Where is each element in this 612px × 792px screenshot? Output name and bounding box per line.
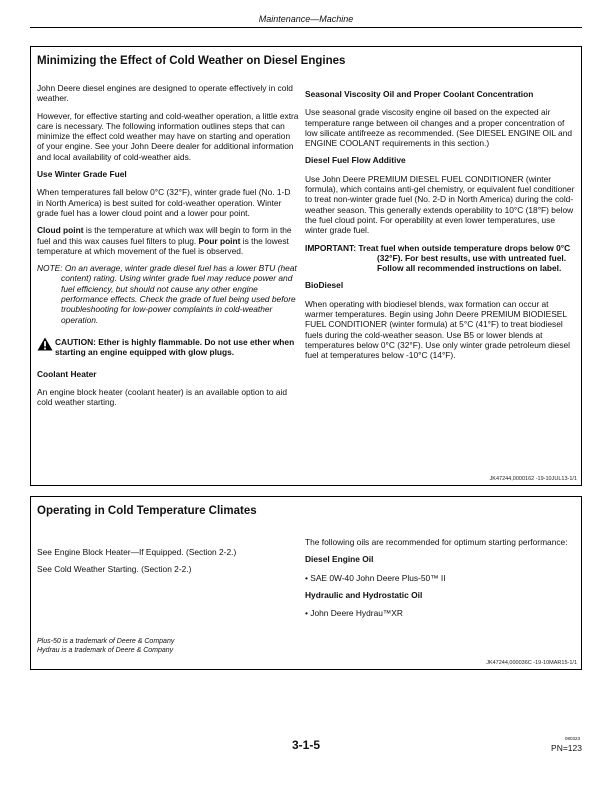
- body-paragraph: When operating with biodiesel blends, wax formation can occur at warmer temperatures. Begin using John Deere PREMIUM BIODIESEL FUEL CONDITIONER (winter formula) at 5°C (41°F) to treat biodiesel fuels during the cold-weather season. Use B5 or lower blends at temperatures below 0°C (32°F). Use only winter grade petroleum diesel fuel at temperatures below -10°C (14°F).: [305, 298, 571, 361]
- subheading: Seasonal Viscosity Oil and Proper Coolant Concentration: [305, 89, 534, 99]
- note: NOTE: On an average, winter grade diesel fuel has a lower BTU (heat content) rating. Using winter grade fuel may reduce power and fuel efficiency, but should not cause any other engine performance effects. Check the grade of fuel being used before troubleshooting for low-power complaints in cold-weather operation.: [37, 263, 297, 325]
- cold-weather-section: [30, 46, 582, 486]
- list-item: • John Deere Hydrau™XR: [305, 608, 403, 619]
- body-paragraph: When temperatures fall below 0°C (32°F), winter grade fuel (No. 1-D in North America) is best suited for cold-weather operation. Winter grade fuel has a lower cloud point and a lower pour point.: [37, 187, 291, 218]
- section-title: Minimizing the Effect of Cold Weather on Diesel Engines: [37, 55, 346, 67]
- subheading: Coolant Heater: [37, 368, 97, 379]
- caution-block: [37, 337, 299, 358]
- intro-paragraph: John Deere diesel engines are designed to operate effectively in cold weather.: [37, 83, 293, 104]
- trademark-notes: [37, 637, 174, 655]
- list-item: • SAE 0W-40 John Deere Plus-50™ II: [305, 572, 446, 583]
- section-title: Operating in Cold Temperature Climates: [37, 505, 257, 517]
- trademark-note: Hydrau is a trademark of Deere & Company: [37, 647, 174, 654]
- subheading: Diesel Engine Oil: [305, 554, 374, 565]
- important-notice: IMPORTANT: Treat fuel when outside temperature drops below 0°C (32°F). For best results, use with untreated fuel. Follow all recommended instructions on label.: [305, 242, 571, 274]
- cloud-point-paragraph: [37, 225, 299, 256]
- page-number: 3-1-5: [291, 738, 320, 752]
- subheading: BioDiesel: [305, 280, 344, 291]
- right-column: [305, 89, 577, 368]
- cold-climates-section: [30, 496, 582, 670]
- intro-paragraph: However, for effective starting and cold-weather operation, a little extra care is necessary. The following information outlines steps that can minimize the effect cold weather may have on starting and operation of your engine. See your John Deere dealer for additional information and local availability of cold-weather aids.: [37, 110, 299, 162]
- term: Pour point: [198, 235, 241, 246]
- reference-code: JK47244,0000162 -19-10JUL13-1/1: [489, 476, 577, 482]
- body-paragraph: Use seasonal grade viscosity engine oil based on the expected air temperature range between oil changes and a proper concentration of low silicate antifreeze as recommended. (See DIESEL ENGINE OIL and ENGINE COOLANT requirements in this section.): [305, 107, 573, 149]
- body-paragraph: An engine block heater (coolant heater) is an available option to aid cold weather starting.: [37, 386, 288, 408]
- cross-reference: See Engine Block Heater—If Equipped. (Section 2-2.): [37, 547, 237, 557]
- trademark-note: Plus-50 is a trademark of Deere & Company: [37, 638, 175, 645]
- subheading: Diesel Fuel Flow Additive: [305, 155, 406, 166]
- subheading: Hydraulic and Hydrostatic Oil: [305, 589, 423, 600]
- body-paragraph: The following oils are recommended for optimum starting performance:: [305, 537, 568, 547]
- subheading: Use Winter Grade Fuel: [37, 169, 127, 180]
- caution-text: CAUTION: Ether is highly flammable. Do not use ether when starting an engine equipped with glow plugs.: [55, 336, 295, 358]
- right-column: [305, 537, 577, 625]
- warning-triangle-icon: [37, 337, 53, 351]
- body-paragraph: Use John Deere PREMIUM DIESEL FUEL CONDITIONER (winter formula), which contains anti-gel chemistry, or equivalent fuel conditioner to treat non-winter grade fuel (No. 2-D in North America) during the cold-weather season. This generally extends operability to 10°C (18°F) below the fuel cloud point. For operability at even lower temperatures, use winter grade fuel.: [305, 173, 575, 236]
- definition: is the lowest temperature at which movement of the fuel is observed.: [37, 235, 289, 256]
- reference-code: JK47244,000036C -19-10MAR15-1/1: [486, 660, 577, 666]
- running-header: Maintenance—Machine: [30, 14, 582, 28]
- left-column: [37, 83, 299, 414]
- date-code: 080323: [564, 736, 580, 741]
- cross-reference: See Cold Weather Starting. (Section 2-2.): [37, 564, 192, 575]
- definition: is the temperature at which wax will begin to form in the fuel and this wax causes fuel filters to plug.: [37, 225, 292, 246]
- page-sequence: PN=123: [551, 743, 582, 753]
- left-column: [37, 547, 299, 582]
- term: Cloud point: [37, 225, 84, 236]
